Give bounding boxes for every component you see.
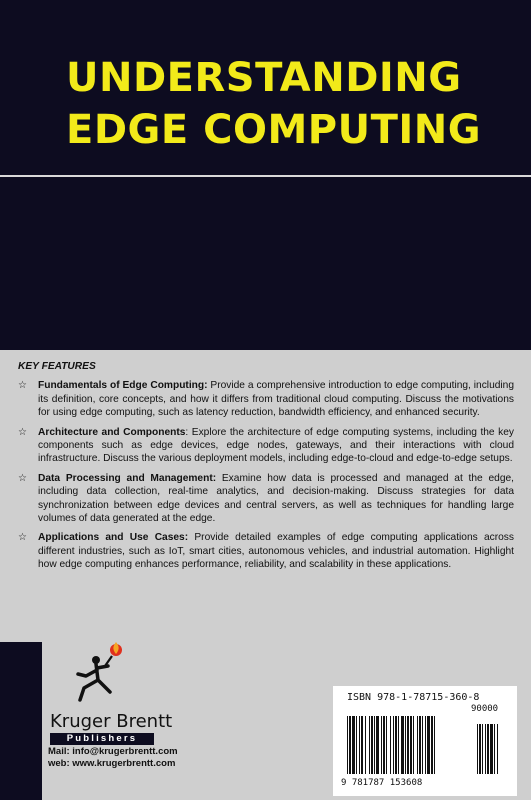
feature-item <box>18 472 514 526</box>
barcode-bars <box>347 716 513 774</box>
star-bullet-icon: ☆ <box>18 426 28 438</box>
feature-text: Examine how data is processed and managed at the edge, including data collection, real-time analytics, and decision-making. Discuss strategies for data synchronization between edge devices and central servers, as well as techniques for handling large volumes of data generated at the edge. <box>38 472 514 525</box>
barcode-addon: 90000 <box>471 704 499 714</box>
feature-title: Applications and Use Cases: <box>38 532 189 544</box>
barcode-box <box>333 686 517 796</box>
feature-title: Architecture and Components <box>38 426 186 438</box>
feature-item <box>18 379 514 419</box>
key-features-section <box>18 360 514 578</box>
feature-item <box>18 426 514 466</box>
feature-title: Fundamentals of Edge Computing: <box>38 380 208 392</box>
barcode-number: 9 781787 153608 <box>341 778 423 788</box>
spine-stripe <box>0 642 42 800</box>
feature-text: Provide detailed examples of edge computing applications across different industries, such as IoT, smart cities, autonomous vehicles, and industrial automation. Highlight how edge computing enhances performance, reliability, and scalability in these applications. <box>38 532 514 571</box>
cover-top-panel <box>0 0 531 350</box>
feature-item <box>18 531 514 571</box>
publisher-web: web: www.krugerbrentt.com <box>48 758 176 769</box>
feature-text: Provide a comprehensive introduction to edge computing, including its definition, core concepts, and how it differs from traditional cloud computing. Discuss the motivations for using edge computing, such as latency reduction, bandwidth efficiency, and enhanced security. <box>38 380 514 419</box>
publisher-subtitle-bar <box>50 733 154 745</box>
title-line-2: EDGE COMPUTING <box>66 107 482 153</box>
star-bullet-icon: ☆ <box>18 532 28 544</box>
publisher-mail: Mail: info@krugerbrentt.com <box>48 746 178 757</box>
star-bullet-icon: ☆ <box>18 472 28 484</box>
key-features-heading: KEY FEATURES <box>18 361 96 372</box>
title-divider <box>0 175 531 177</box>
publisher-subtitle: Publishers <box>66 733 138 744</box>
feature-title: Data Processing and Management: <box>38 472 217 484</box>
star-bullet-icon: ☆ <box>18 380 28 392</box>
title-line-1: UNDERSTANDING <box>66 55 462 101</box>
feature-text: : Explore the architecture of edge computing systems, including the key components such as edge devices, edge nodes, gateways, and their interactions with cloud infrastructure. Discuss the various deployment models, including edge-to-cloud and edge-to-edge setups. <box>38 426 514 465</box>
publisher-name: Kruger Brentt <box>50 711 173 732</box>
publisher-logo-icon <box>72 640 130 706</box>
isbn-text: ISBN 978-1-78715-360-8 <box>347 692 480 703</box>
book-title <box>66 52 481 156</box>
